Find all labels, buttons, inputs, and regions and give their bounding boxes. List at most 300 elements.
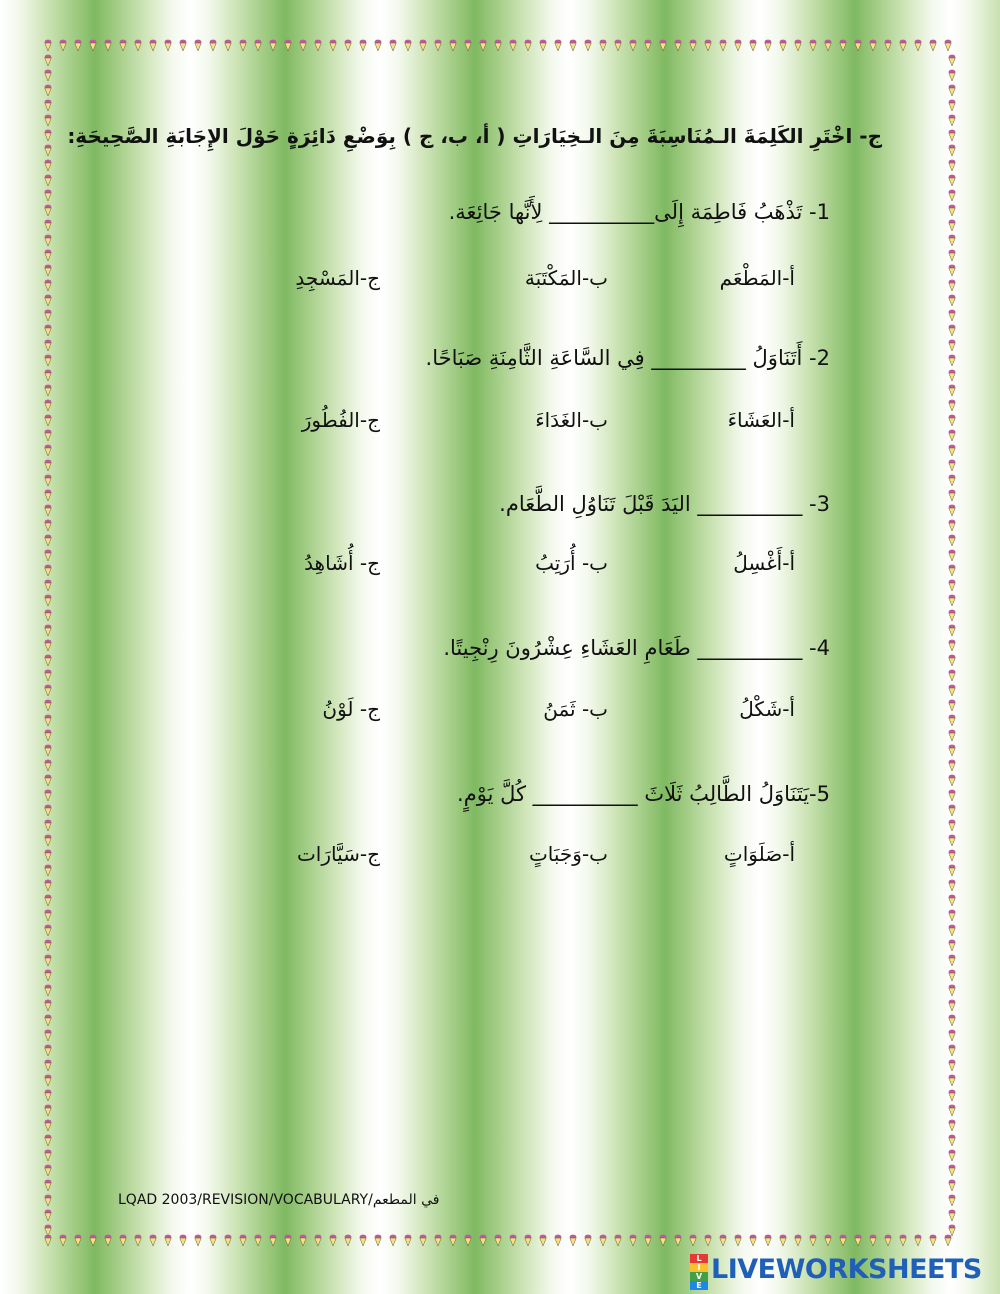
border-cone-70 bbox=[570, 40, 577, 51]
border-cone-182 bbox=[45, 505, 52, 516]
border-cone-120 bbox=[945, 40, 952, 51]
border-cone-71 bbox=[570, 1235, 577, 1246]
border-cone-51 bbox=[420, 1235, 427, 1246]
border-cone-96 bbox=[765, 40, 772, 51]
border-cone-241 bbox=[949, 940, 956, 951]
border-cone-210 bbox=[45, 715, 52, 726]
border-cone-273 bbox=[949, 1180, 956, 1191]
border-cone-222 bbox=[45, 805, 52, 816]
border-cone-148 bbox=[45, 250, 52, 261]
border-cone-14 bbox=[150, 40, 157, 51]
border-cone-191 bbox=[949, 565, 956, 576]
border-cone-200 bbox=[45, 640, 52, 651]
border-cone-227 bbox=[949, 835, 956, 846]
border-cone-4 bbox=[75, 40, 82, 51]
border-cone-171 bbox=[949, 415, 956, 426]
border-cone-30 bbox=[270, 40, 277, 51]
border-cone-90 bbox=[720, 40, 727, 51]
question-4-option-b[interactable]: ب- ثَمَنُ bbox=[543, 697, 608, 721]
border-cone-164 bbox=[45, 370, 52, 381]
badge-letter-i: I bbox=[690, 1263, 708, 1272]
border-cone-170 bbox=[45, 415, 52, 426]
logo-text: LIVEWORKSHEETS bbox=[711, 1253, 982, 1285]
liveworksheets-logo[interactable] bbox=[690, 1250, 982, 1288]
border-cone-33 bbox=[285, 1235, 292, 1246]
border-cone-133 bbox=[949, 130, 956, 141]
border-cone-219 bbox=[949, 775, 956, 786]
border-cone-76 bbox=[615, 40, 622, 51]
border-cone-190 bbox=[45, 565, 52, 576]
border-cone-45 bbox=[375, 1235, 382, 1246]
border-cone-79 bbox=[630, 1235, 637, 1246]
border-cone-68 bbox=[555, 40, 562, 51]
border-cone-82 bbox=[660, 40, 667, 51]
border-cone-69 bbox=[555, 1235, 562, 1246]
border-cone-270 bbox=[45, 1165, 52, 1176]
border-cone-78 bbox=[630, 40, 637, 51]
border-cone-95 bbox=[750, 1235, 757, 1246]
border-cone-136 bbox=[45, 160, 52, 171]
border-cone-88 bbox=[705, 40, 712, 51]
border-cone-271 bbox=[949, 1165, 956, 1176]
border-cone-134 bbox=[45, 145, 52, 156]
border-cone-252 bbox=[45, 1030, 52, 1041]
border-cone-46 bbox=[390, 40, 397, 51]
border-cone-0 bbox=[45, 40, 52, 51]
border-cone-64 bbox=[525, 40, 532, 51]
border-cone-229 bbox=[949, 850, 956, 861]
border-cone-112 bbox=[885, 40, 892, 51]
question-4-option-a[interactable]: أ-شَكْلُ bbox=[739, 697, 795, 721]
border-cone-257 bbox=[949, 1060, 956, 1071]
border-cone-221 bbox=[949, 790, 956, 801]
border-cone-9 bbox=[105, 1235, 112, 1246]
border-cone-102 bbox=[810, 40, 817, 51]
border-cone-61 bbox=[495, 1235, 502, 1246]
border-cone-142 bbox=[45, 205, 52, 216]
border-cone-184 bbox=[45, 520, 52, 531]
border-cone-75 bbox=[600, 1235, 607, 1246]
border-cone-125 bbox=[949, 70, 956, 81]
border-cone-97 bbox=[765, 1235, 772, 1246]
border-cone-87 bbox=[690, 1235, 697, 1246]
border-cone-105 bbox=[825, 1235, 832, 1246]
border-cone-53 bbox=[435, 1235, 442, 1246]
border-cone-36 bbox=[315, 40, 322, 51]
border-cone-153 bbox=[949, 280, 956, 291]
border-cone-34 bbox=[300, 40, 307, 51]
border-cone-132 bbox=[45, 130, 52, 141]
border-cone-253 bbox=[949, 1030, 956, 1041]
border-cone-193 bbox=[949, 580, 956, 591]
border-cone-195 bbox=[949, 595, 956, 606]
border-cone-32 bbox=[285, 40, 292, 51]
border-cone-52 bbox=[435, 40, 442, 51]
border-cone-10 bbox=[120, 40, 127, 51]
live-badge-icon bbox=[690, 1254, 708, 1290]
border-cone-89 bbox=[705, 1235, 712, 1246]
border-cone-202 bbox=[45, 655, 52, 666]
border-cone-55 bbox=[450, 1235, 457, 1246]
border-cone-63 bbox=[510, 1235, 517, 1246]
border-cone-28 bbox=[255, 40, 262, 51]
border-cone-49 bbox=[405, 1235, 412, 1246]
border-cone-251 bbox=[949, 1015, 956, 1026]
border-cone-225 bbox=[949, 820, 956, 831]
border-cone-212 bbox=[45, 730, 52, 741]
border-cone-152 bbox=[45, 280, 52, 291]
border-cone-178 bbox=[45, 475, 52, 486]
border-cone-25 bbox=[225, 1235, 232, 1246]
border-cone-54 bbox=[450, 40, 457, 51]
border-cone-48 bbox=[405, 40, 412, 51]
border-cone-248 bbox=[45, 1000, 52, 1011]
border-cone-138 bbox=[45, 175, 52, 186]
border-cone-234 bbox=[45, 895, 52, 906]
border-cone-231 bbox=[949, 865, 956, 876]
border-cone-19 bbox=[180, 1235, 187, 1246]
border-cone-41 bbox=[345, 1235, 352, 1246]
border-cone-160 bbox=[45, 340, 52, 351]
border-cone-237 bbox=[949, 910, 956, 921]
border-cone-162 bbox=[45, 355, 52, 366]
border-cone-265 bbox=[949, 1120, 956, 1131]
border-cone-65 bbox=[525, 1235, 532, 1246]
border-cone-56 bbox=[465, 40, 472, 51]
border-cone-247 bbox=[949, 985, 956, 996]
border-cone-198 bbox=[45, 625, 52, 636]
border-cone-165 bbox=[949, 370, 956, 381]
border-cone-249 bbox=[949, 1000, 956, 1011]
border-cone-127 bbox=[949, 85, 956, 96]
border-cone-173 bbox=[949, 430, 956, 441]
border-cone-266 bbox=[45, 1135, 52, 1146]
border-cone-84 bbox=[675, 40, 682, 51]
border-cone-16 bbox=[165, 40, 172, 51]
border-cone-31 bbox=[270, 1235, 277, 1246]
border-cone-187 bbox=[949, 535, 956, 546]
border-cone-3 bbox=[60, 1235, 67, 1246]
border-cone-62 bbox=[510, 40, 517, 51]
border-cone-144 bbox=[45, 220, 52, 231]
border-cone-139 bbox=[949, 175, 956, 186]
border-cone-114 bbox=[900, 40, 907, 51]
border-cone-262 bbox=[45, 1105, 52, 1116]
border-cone-40 bbox=[345, 40, 352, 51]
border-cone-129 bbox=[949, 100, 956, 111]
question-4-option-c[interactable]: ج- لَوْنُ bbox=[322, 697, 380, 721]
question-1-option-c[interactable]: ج-المَسْجِدِ bbox=[295, 266, 380, 290]
border-cone-27 bbox=[240, 1235, 247, 1246]
question-2-option-c[interactable]: ج-الفُطُورَ bbox=[301, 408, 380, 432]
border-cone-137 bbox=[949, 160, 956, 171]
border-cone-256 bbox=[45, 1060, 52, 1071]
border-cone-218 bbox=[45, 775, 52, 786]
border-cone-145 bbox=[949, 220, 956, 231]
border-cone-57 bbox=[465, 1235, 472, 1246]
border-cone-258 bbox=[45, 1075, 52, 1086]
border-cone-7 bbox=[90, 1235, 97, 1246]
border-cone-93 bbox=[735, 1235, 742, 1246]
question-2-option-a[interactable]: أ-العَشَاءَ bbox=[727, 408, 795, 432]
border-cone-240 bbox=[45, 940, 52, 951]
border-cone-211 bbox=[949, 715, 956, 726]
border-cone-110 bbox=[870, 40, 877, 51]
border-cone-135 bbox=[949, 145, 956, 156]
border-cone-246 bbox=[45, 985, 52, 996]
border-cone-21 bbox=[195, 1235, 202, 1246]
border-cone-35 bbox=[300, 1235, 307, 1246]
border-cone-99 bbox=[780, 1235, 787, 1246]
border-cone-230 bbox=[45, 865, 52, 876]
border-cone-259 bbox=[949, 1075, 956, 1086]
border-cone-18 bbox=[180, 40, 187, 51]
border-cone-232 bbox=[45, 880, 52, 891]
border-cone-235 bbox=[949, 895, 956, 906]
border-cone-67 bbox=[540, 1235, 547, 1246]
border-cone-155 bbox=[949, 295, 956, 306]
border-cone-196 bbox=[45, 610, 52, 621]
question-5-option-c[interactable]: ج-سَيَّارَات bbox=[296, 842, 380, 866]
border-cone-121 bbox=[945, 1235, 952, 1246]
border-cone-23 bbox=[210, 1235, 217, 1246]
question-5-option-a[interactable]: أ-صَلَوَاتٍ bbox=[723, 842, 795, 866]
border-cone-203 bbox=[949, 655, 956, 666]
border-cone-123 bbox=[949, 55, 956, 66]
border-cone-275 bbox=[949, 1195, 956, 1206]
border-cone-5 bbox=[75, 1235, 82, 1246]
border-cone-2 bbox=[60, 40, 67, 51]
border-cone-101 bbox=[795, 1235, 802, 1246]
question-4-text: 4- __________ طَعَامِ العَشَاءِ عِشْرُونَ رِنْجِيتًا. bbox=[443, 636, 830, 660]
question-3-option-b[interactable]: ب- أُرَتِبُ bbox=[535, 551, 608, 575]
border-cone-279 bbox=[949, 1225, 956, 1236]
border-cone-179 bbox=[949, 475, 956, 486]
question-3-text: 3- __________ اليَدَ قَبْلَ تَنَاوُلِ الطَّعَام. bbox=[499, 492, 830, 516]
border-cone-168 bbox=[45, 400, 52, 411]
border-cone-172 bbox=[45, 430, 52, 441]
border-cone-119 bbox=[930, 1235, 937, 1246]
border-cone-274 bbox=[45, 1195, 52, 1206]
border-cone-141 bbox=[949, 190, 956, 201]
border-cone-272 bbox=[45, 1180, 52, 1191]
border-cone-11 bbox=[120, 1235, 127, 1246]
border-cone-85 bbox=[675, 1235, 682, 1246]
border-cone-236 bbox=[45, 910, 52, 921]
border-cone-199 bbox=[949, 625, 956, 636]
border-cone-174 bbox=[45, 445, 52, 456]
border-cone-220 bbox=[45, 790, 52, 801]
border-cone-177 bbox=[949, 460, 956, 471]
border-cone-216 bbox=[45, 760, 52, 771]
border-cone-151 bbox=[949, 265, 956, 276]
instruction-heading: ج- اخْتَرِ الكَلِمَةَ الـمُنَاسِبَةَ مِنَ الـخِيَارَاتِ ( أ، ب، ج ) بِوَضْعِ دَائِرَةٍ حَوْلَ الإِجَابَةِ الصَّحِيحَةِ: bbox=[67, 124, 882, 148]
border-cone-50 bbox=[420, 40, 427, 51]
border-cone-254 bbox=[45, 1045, 52, 1056]
border-cone-161 bbox=[949, 340, 956, 351]
badge-letter-v: V bbox=[690, 1272, 708, 1281]
border-cone-106 bbox=[840, 40, 847, 51]
border-cone-192 bbox=[45, 580, 52, 591]
border-cone-118 bbox=[930, 40, 937, 51]
border-cone-117 bbox=[915, 1235, 922, 1246]
border-cone-186 bbox=[45, 535, 52, 546]
border-cone-140 bbox=[45, 190, 52, 201]
border-cone-126 bbox=[45, 85, 52, 96]
border-cone-215 bbox=[949, 745, 956, 756]
border-cone-267 bbox=[949, 1135, 956, 1146]
border-cone-156 bbox=[45, 310, 52, 321]
border-cone-147 bbox=[949, 235, 956, 246]
border-cone-150 bbox=[45, 265, 52, 276]
question-3-option-a[interactable]: أ-أَغْسِلُ bbox=[733, 551, 795, 575]
border-cone-223 bbox=[949, 805, 956, 816]
border-cone-81 bbox=[645, 1235, 652, 1246]
border-cone-122 bbox=[45, 55, 52, 66]
border-cone-44 bbox=[375, 40, 382, 51]
border-cone-169 bbox=[949, 400, 956, 411]
border-cone-59 bbox=[480, 1235, 487, 1246]
border-cone-204 bbox=[45, 670, 52, 681]
question-2-option-b[interactable]: ب-الغَدَاءَ bbox=[535, 408, 608, 432]
border-cone-213 bbox=[949, 730, 956, 741]
border-cone-185 bbox=[949, 520, 956, 531]
border-cone-181 bbox=[949, 490, 956, 501]
border-cone-243 bbox=[949, 955, 956, 966]
border-cone-47 bbox=[390, 1235, 397, 1246]
border-cone-250 bbox=[45, 1015, 52, 1026]
border-cone-228 bbox=[45, 850, 52, 861]
border-cone-255 bbox=[949, 1045, 956, 1056]
question-2-text: 2- أَتَنَاوَلُ _________ فِي السَّاعَةِ الثَّامِنَةِ صَبَاحًا. bbox=[425, 346, 830, 370]
border-cone-149 bbox=[949, 250, 956, 261]
border-cone-238 bbox=[45, 925, 52, 936]
border-cone-217 bbox=[949, 760, 956, 771]
border-cone-268 bbox=[45, 1150, 52, 1161]
border-cone-189 bbox=[949, 550, 956, 561]
question-1-option-b[interactable]: ب-المَكْتَبَة bbox=[524, 266, 608, 290]
border-cone-111 bbox=[870, 1235, 877, 1246]
border-cone-109 bbox=[855, 1235, 862, 1246]
border-cone-22 bbox=[210, 40, 217, 51]
border-cone-194 bbox=[45, 595, 52, 606]
border-cone-91 bbox=[720, 1235, 727, 1246]
border-cone-94 bbox=[750, 40, 757, 51]
border-cone-176 bbox=[45, 460, 52, 471]
border-cone-113 bbox=[885, 1235, 892, 1246]
question-5-text: 5-يَتَنَاوَلُ الطَّالِبُ ثَلَاثَ __________ كُلَّ يَوْمٍ. bbox=[457, 782, 830, 806]
border-cone-159 bbox=[949, 325, 956, 336]
border-cone-201 bbox=[949, 640, 956, 651]
border-cone-86 bbox=[690, 40, 697, 51]
border-cone-167 bbox=[949, 385, 956, 396]
border-cone-108 bbox=[855, 40, 862, 51]
border-cone-77 bbox=[615, 1235, 622, 1246]
question-3-option-c[interactable]: ج- أُشَاهِدُ bbox=[304, 551, 380, 575]
border-cone-154 bbox=[45, 295, 52, 306]
border-cone-188 bbox=[45, 550, 52, 561]
border-cone-244 bbox=[45, 970, 52, 981]
border-cone-260 bbox=[45, 1090, 52, 1101]
border-cone-29 bbox=[255, 1235, 262, 1246]
border-cone-13 bbox=[135, 1235, 142, 1246]
badge-letter-l: L bbox=[690, 1254, 708, 1263]
border-cone-269 bbox=[949, 1150, 956, 1161]
border-cone-92 bbox=[735, 40, 742, 51]
border-cone-233 bbox=[949, 880, 956, 891]
border-cone-39 bbox=[330, 1235, 337, 1246]
border-cone-20 bbox=[195, 40, 202, 51]
border-cone-226 bbox=[45, 835, 52, 846]
border-cone-214 bbox=[45, 745, 52, 756]
border-cone-72 bbox=[585, 40, 592, 51]
border-cone-115 bbox=[900, 1235, 907, 1246]
question-1-text: 1- تَذْهَبُ فَاطِمَة إِلَى__________ لِأَنَّها جَائِعَة. bbox=[448, 200, 830, 224]
border-cone-37 bbox=[315, 1235, 322, 1246]
border-cone-104 bbox=[825, 40, 832, 51]
border-cone-205 bbox=[949, 670, 956, 681]
border-cone-264 bbox=[45, 1120, 52, 1131]
border-cone-180 bbox=[45, 490, 52, 501]
border-cone-206 bbox=[45, 685, 52, 696]
border-cone-146 bbox=[45, 235, 52, 246]
border-cone-6 bbox=[90, 40, 97, 51]
border-cone-43 bbox=[360, 1235, 367, 1246]
border-cone-58 bbox=[480, 40, 487, 51]
question-5-option-b[interactable]: ب-وَجَبَاتٍ bbox=[528, 842, 608, 866]
border-cone-124 bbox=[45, 70, 52, 81]
border-cone-261 bbox=[949, 1090, 956, 1101]
border-cone-42 bbox=[360, 40, 367, 51]
border-cone-66 bbox=[540, 40, 547, 51]
border-cone-175 bbox=[949, 445, 956, 456]
border-cone-26 bbox=[240, 40, 247, 51]
border-cone-17 bbox=[165, 1235, 172, 1246]
border-cone-100 bbox=[795, 40, 802, 51]
border-cone-183 bbox=[949, 505, 956, 516]
border-cone-207 bbox=[949, 685, 956, 696]
border-cone-208 bbox=[45, 700, 52, 711]
border-cone-8 bbox=[105, 40, 112, 51]
border-cone-98 bbox=[780, 40, 787, 51]
border-cone-278 bbox=[45, 1225, 52, 1236]
border-cone-107 bbox=[840, 1235, 847, 1246]
border-cone-103 bbox=[810, 1235, 817, 1246]
border-cone-38 bbox=[330, 40, 337, 51]
border-cone-163 bbox=[949, 355, 956, 366]
border-cone-239 bbox=[949, 925, 956, 936]
border-cone-128 bbox=[45, 100, 52, 111]
border-cone-245 bbox=[949, 970, 956, 981]
border-cone-73 bbox=[585, 1235, 592, 1246]
border-cone-197 bbox=[949, 610, 956, 621]
footer-reference: LQAD 2003/REVISION/VOCABULARY/في المطعم bbox=[118, 1192, 440, 1208]
badge-letter-e: E bbox=[690, 1281, 708, 1290]
border-cone-131 bbox=[949, 115, 956, 126]
border-cone-277 bbox=[949, 1210, 956, 1221]
border-cone-74 bbox=[600, 40, 607, 51]
border-cone-166 bbox=[45, 385, 52, 396]
question-1-option-a[interactable]: أ-المَطْعَم bbox=[719, 266, 795, 290]
border-cone-242 bbox=[45, 955, 52, 966]
border-cone-143 bbox=[949, 205, 956, 216]
border-cone-263 bbox=[949, 1105, 956, 1116]
border-cone-209 bbox=[949, 700, 956, 711]
border-cone-116 bbox=[915, 40, 922, 51]
border-cone-224 bbox=[45, 820, 52, 831]
border-cone-12 bbox=[135, 40, 142, 51]
border-cone-15 bbox=[150, 1235, 157, 1246]
